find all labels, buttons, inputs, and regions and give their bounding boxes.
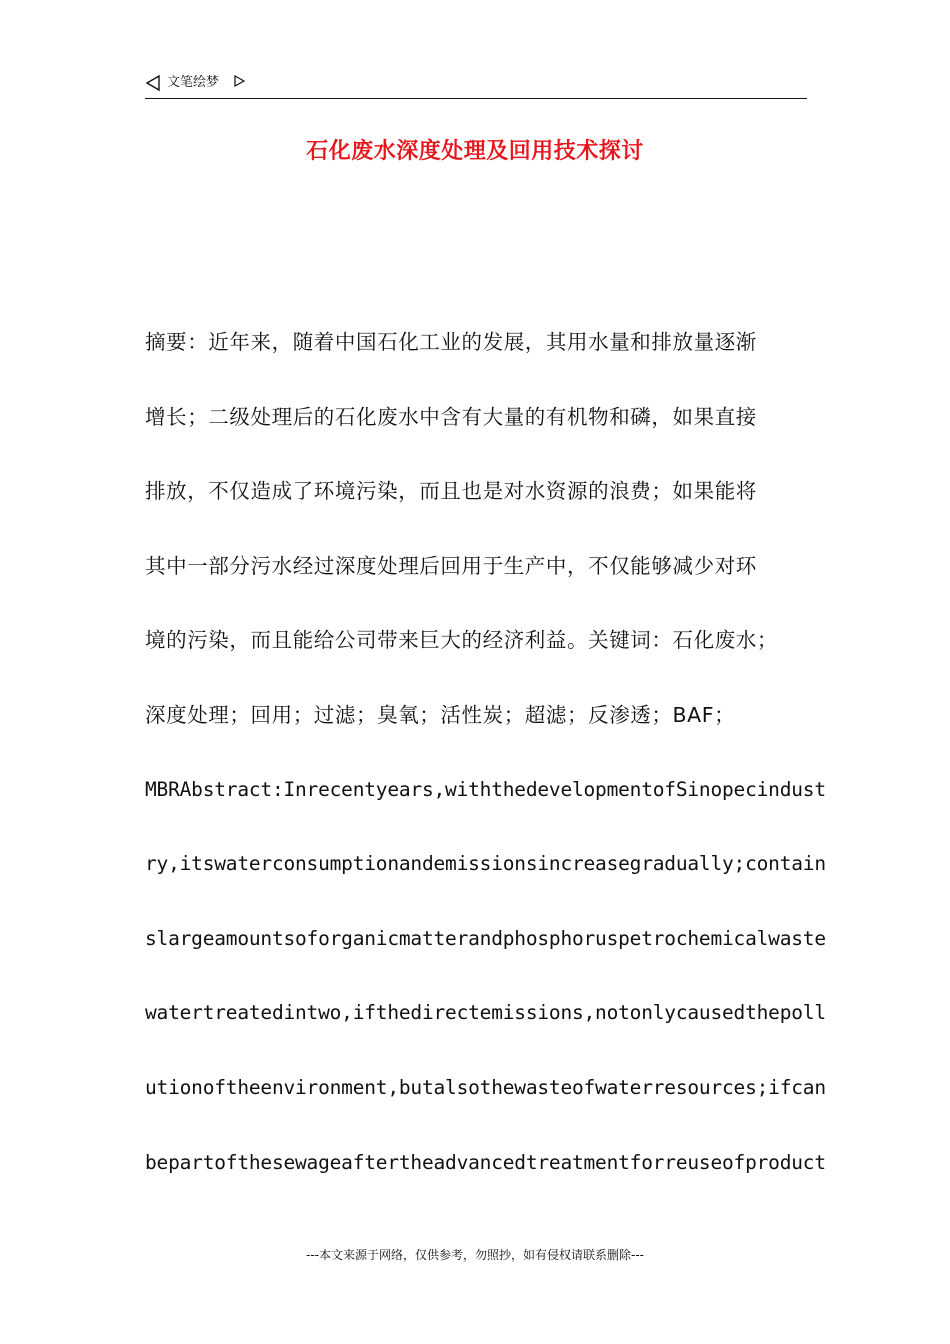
body-line: MBRAbstract:Inrecentyears,withthedevelopmentofSinopecindust bbox=[145, 777, 826, 801]
body-line: utionoftheenvironment,butalsothewasteofwaterresources;ifcan bbox=[145, 1075, 826, 1099]
body-line: slargeamountsoforganicmatterandphosphoruspetrochemicalwaste bbox=[145, 926, 826, 950]
body-line: ry,itswaterconsumptionandemissionsincreasegradually;contain bbox=[145, 852, 826, 876]
body-line: watertreatedintwo,ifthedirectemissions,notonlycausedthepoll bbox=[145, 1001, 826, 1025]
page-header bbox=[145, 72, 807, 99]
left-triangle-icon bbox=[145, 74, 161, 92]
body-line: 排放，不仅造成了环境污染，而且也是对水资源的浪费；如果能将 bbox=[145, 479, 757, 504]
body-line: 其中一部分污水经过深度处理后回用于生产中，不仅能够减少对环 bbox=[145, 553, 757, 578]
body-line: 境的污染，而且能给公司带来巨大的经济利益。关键词：石化废水； bbox=[145, 628, 778, 653]
header-brand: 文笔绘梦 bbox=[167, 75, 220, 90]
page-footer: ---本文来源于网络，仅供参考，勿照抄，如有侵权请联系删除--- bbox=[306, 1248, 644, 1262]
body-line: 深度处理；回用；过滤；臭氧；活性炭；超滤；反渗透；BAF； bbox=[145, 702, 736, 727]
document-title: 石化废水深度处理及回用技术探讨 bbox=[306, 139, 644, 164]
body-line: bepartofthesewageaftertheadvancedtreatmentforreuseofproduct bbox=[145, 1150, 826, 1174]
body-line: 摘要：近年来，随着中国石化工业的发展，其用水量和排放量逐渐 bbox=[145, 330, 757, 354]
body-line: 增长；二级处理后的石化废水中含有大量的有机物和磷，如果直接 bbox=[145, 404, 757, 429]
right-triangle-icon bbox=[233, 75, 245, 87]
document-body bbox=[145, 320, 825, 1215]
